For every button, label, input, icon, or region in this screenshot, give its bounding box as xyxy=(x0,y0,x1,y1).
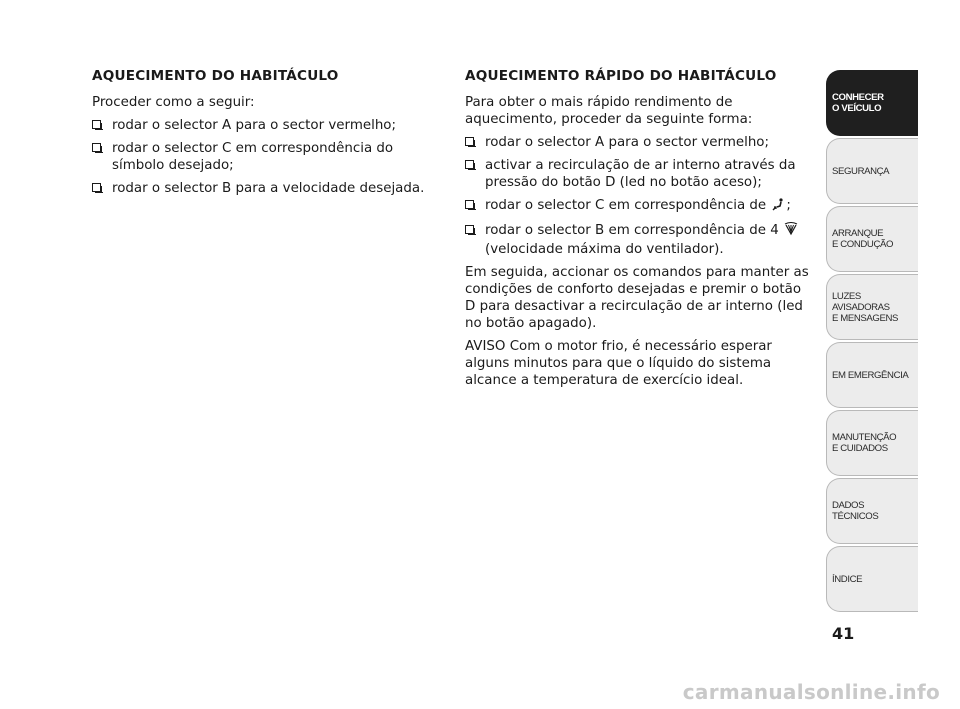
tab-indice[interactable]: ÍNDICE xyxy=(826,546,918,612)
left-column xyxy=(92,68,442,203)
warning-paragraph: AVISO Com o motor frio, é necessário esperar alguns minutos para que o líquido do sistema alcance a temperatura de exercício ideal. xyxy=(465,339,772,388)
tab-dados-tecnicos[interactable]: DADOS TÉCNICOS xyxy=(826,478,918,544)
intro-text: Para obter o mais rápido rendimento de aquecimento, proceder da seguinte forma: xyxy=(465,95,753,127)
section-heading: AQUECIMENTO RÁPIDO DO HABITÁCULO xyxy=(465,68,777,84)
list-item: rodar o selector C em correspondência do símbolo desejado; xyxy=(92,140,442,174)
page-number: 41 xyxy=(832,624,855,643)
checkbox-bullet-icon xyxy=(465,200,474,209)
list-item: rodar o selector A para o sector vermelho; xyxy=(92,117,442,134)
list-item: rodar o selector B em correspondência de 4 (velocidade máxima do ventilador). xyxy=(465,222,810,258)
checkbox-bullet-icon xyxy=(92,183,101,192)
watermark: carmanualsonline.info xyxy=(682,680,940,704)
checkbox-bullet-icon xyxy=(92,143,101,152)
list-item: rodar o selector A para o sector vermelho; xyxy=(465,134,810,151)
checkbox-bullet-icon xyxy=(92,120,101,129)
fan-speed-icon xyxy=(784,222,798,241)
list-item: rodar o selector B para a velocidade desejada. xyxy=(92,180,442,197)
checkbox-bullet-icon xyxy=(465,225,474,234)
intro-text: Proceder como a seguir: xyxy=(92,95,255,110)
right-column xyxy=(465,68,810,395)
tab-conhecer-o-veiculo[interactable]: CONHECER O VEÍCULO xyxy=(826,70,918,136)
checkbox-bullet-icon xyxy=(465,137,474,146)
tab-seguranca[interactable]: SEGURANÇA xyxy=(826,138,918,204)
tab-luzes-avisadoras[interactable]: LUZES AVISADORAS E MENSAGENS xyxy=(826,274,918,340)
list-item: activar a recirculação de ar interno através da pressão do botão D (led no botão aceso); xyxy=(465,157,810,191)
feet-airflow-icon xyxy=(771,197,785,216)
list-item: rodar o selector C em correspondência de ; xyxy=(465,197,810,216)
tab-arranque-e-conducao[interactable]: ARRANQUE E CONDUÇÃO xyxy=(826,206,918,272)
chapter-sidebar xyxy=(826,70,918,614)
body-paragraph: Em seguida, accionar os comandos para manter as condições de conforto desejadas e premir o botão D para desactivar a recirculação de ar interno (led no botão apagado). xyxy=(465,265,809,331)
section-heading: AQUECIMENTO DO HABITÁCULO xyxy=(92,68,339,84)
checkbox-bullet-icon xyxy=(465,160,474,169)
tab-em-emergencia[interactable]: EM EMERGÊNCIA xyxy=(826,342,918,408)
tab-manutencao[interactable]: MANUTENÇÃO E CUIDADOS xyxy=(826,410,918,476)
